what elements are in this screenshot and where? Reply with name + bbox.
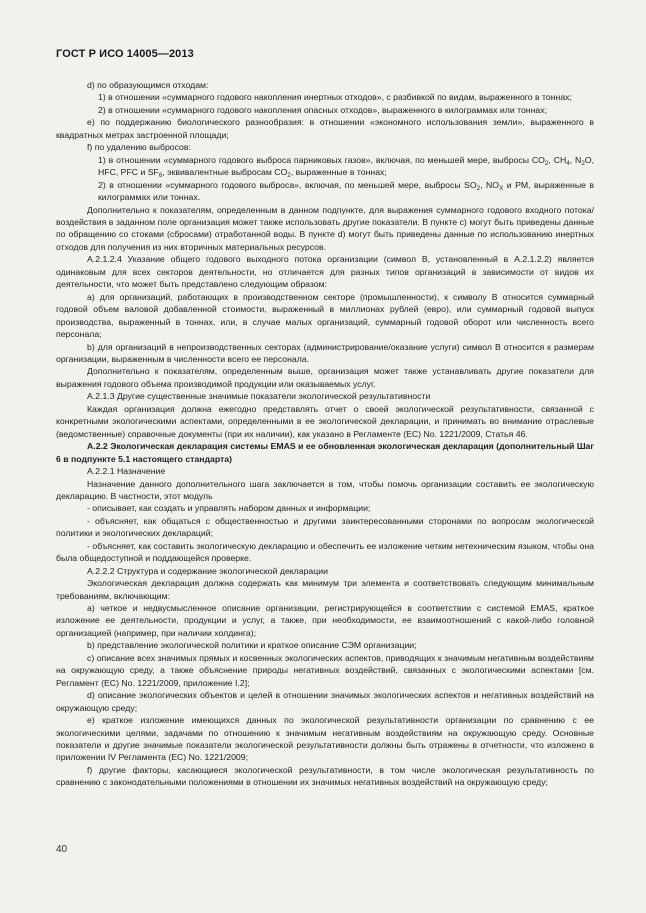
document-body [56,79,594,789]
paragraph: Дополнительно к показателям, определенным выше, организация может также устанавливать другие показатели для выражения годового объема производимой продукции или оказываемых услуг. [56,366,594,389]
paragraph: - объясняет, как составить экологическую декларацию и обеспечить ее изложение четким нетехническим языком, чтобы она была общедоступной и поддающейся проверке. [56,540,594,564]
paragraph: A.2.2 Экологическая декларация системы EMAS и ее обновленная экологическая декларация (дополнительный Шаг 6 в подпункте 5.1 настоящего стандарта) [56,441,594,464]
paragraph: 1) в отношении «суммарного годового накопления инертных отходов», с разбивкой по видам, выраженного в тоннах; [98,92,572,103]
paragraph: 2) в отношении «суммарного годового накопления опасных отходов», выраженного в килограммах или тоннах; [98,104,547,115]
paragraph: - объясняет, как общаться с общественностью и другими заинтересованными сторонами по вопросам экологической политики и экологических деклараций; [56,515,594,539]
paragraph: d) по образующимся отходам: [87,80,209,90]
paragraph: b) для организаций в непроизводственных секторах (администрирование/оказание услуги) символ B относится к размерам организации, выраженным в численности всего ее персонала. [56,341,594,364]
document-header: ГОСТ Р ИСО 14005—2013 [56,48,194,60]
paragraph: d) описание экологических объектов и целей в отношении значимых экологических аспектов и негативных воздействий на окружающую среду; [56,690,594,713]
paragraph: a) для организаций, работающих в производственном секторе (промышленности), к символу B относится суммарный годовой объем валовой добавленной стоимости, выраженный в миллионах рублей (евро), или суммарный годовой выпуск производства, выраженный в тоннах, или, в случае малых организаций, суммарный годовой оборот или численность всего персонала; [56,291,594,340]
paragraph: A.2.2.1 Назначение [87,466,166,477]
paragraph: e) краткое изложение имеющихся данных по экологической результативности организации по сравнению с ее экологическими целями, задачами по отношению к значимым негативным воздействиям на окружающую среду. Основные показатели и другие значимые показатели экологической результативности должны быть отражены в отчетности, что изложено в приложении IV Регламента (EC) No. 1221/2009; [56,715,594,763]
paragraph: f) другие факторы, касающиеся экологической результативности, в том числе экологическая результативность по сравнению с законодательными положениями в отношении их значимых негативных воздействий на окружающую среду; [56,764,594,788]
paragraph: A.2.2.2 Структура и содержание экологической декларации [87,565,328,576]
page-number: 40 [56,844,68,855]
paragraph: c) описание всех значимых прямых и косвенных экологических аспектов, приводящих к значимым негативным воздействиям на окружающую среду, а также объяснение природы негативных воздействий, связанных с экологическими аспектами [см. Регламент (EC) No. 1221/2009, приложение I.2]; [56,652,594,688]
paragraph: Каждая организация должна ежегодно представлять отчет о своей экологической результативности, связанной с конкретными экологическими аспектами, определенными в ее экологической декларации, и принимать во внимание отраслевые (ведомственные) справочные документы (при их наличии), как указано в Регламенте (EC) No. 1221/2009, Статья 46. [56,403,594,439]
paragraph: Назначение данного дополнительного шага заключается в том, чтобы помочь организации составить ее экологическую декларацию. В частности, этот модуль [56,478,594,501]
paragraph: A.2.1.2.4 Указание общего годового выходного потока организации (символ B, установленный в A.2.1.2.2) является одинаковым для всех секторов деятельности, но отличается для разных типов организаций в зависимости от видов их деятельности, что может быть представлено следующим образом: [56,254,594,290]
paragraph: 2) в отношении «суммарного годового выброса», включая, по меньшей мере, выбросы $SO_2$, $NO_X$ и PM, выраженные в килограммах или тоннах. [98,179,595,203]
paragraph: Дополнительно к показателям, определенным в данном подпункте, для выражения суммарного годового входного потока/воздействия в заданном поле организация может также использовать другие показатели. В пункте c) могут быть приведены данные по обращению со стоками (сбросами) отработанной воды. В пункте d) могут быть приведены данные по использованию инертных отходов для получения из них вторичных материальных ресурсов. [56,204,594,252]
paragraph: 1) в отношении «суммарного годового выброса парниковых газов», включая, по меньшей мере, выбросы $CO_2$, $CH_4$, $N_2O$, HFC, PFC и $SF_6$, эквивалентные выбросам $CO_2$, выраженные в тоннах; [98,154,595,180]
paragraph: - описывает, как создать и управлять набором данных и информации; [87,503,371,514]
paragraph: b) представление экологической политики и краткое описание СЭМ организации; [87,640,417,651]
paragraph: A.2.1.3 Другие существенные значимые показатели экологической результативности [87,391,431,402]
paragraph: f) по удалению выбросов: [87,142,191,153]
paragraph: a) четкое и недвусмысленное описание организации, регистрирующейся в соответствии с системой EMAS, краткое изложение ее деятельности, продукции и услуг, а также, при необходимости, ее взаимоотношений с какой-либо головной организацией (например, при наличии холдинга); [56,603,594,638]
paragraph: e) по поддержанию биологического разнообразия: в отношении «экономного использования земли», выраженного в квадратных метрах застроенной площади; [56,117,594,140]
paragraph: Экологическая декларация должна содержать как минимум три элемента и соответствовать следующим минимальным требованиям, включающим: [56,578,594,601]
